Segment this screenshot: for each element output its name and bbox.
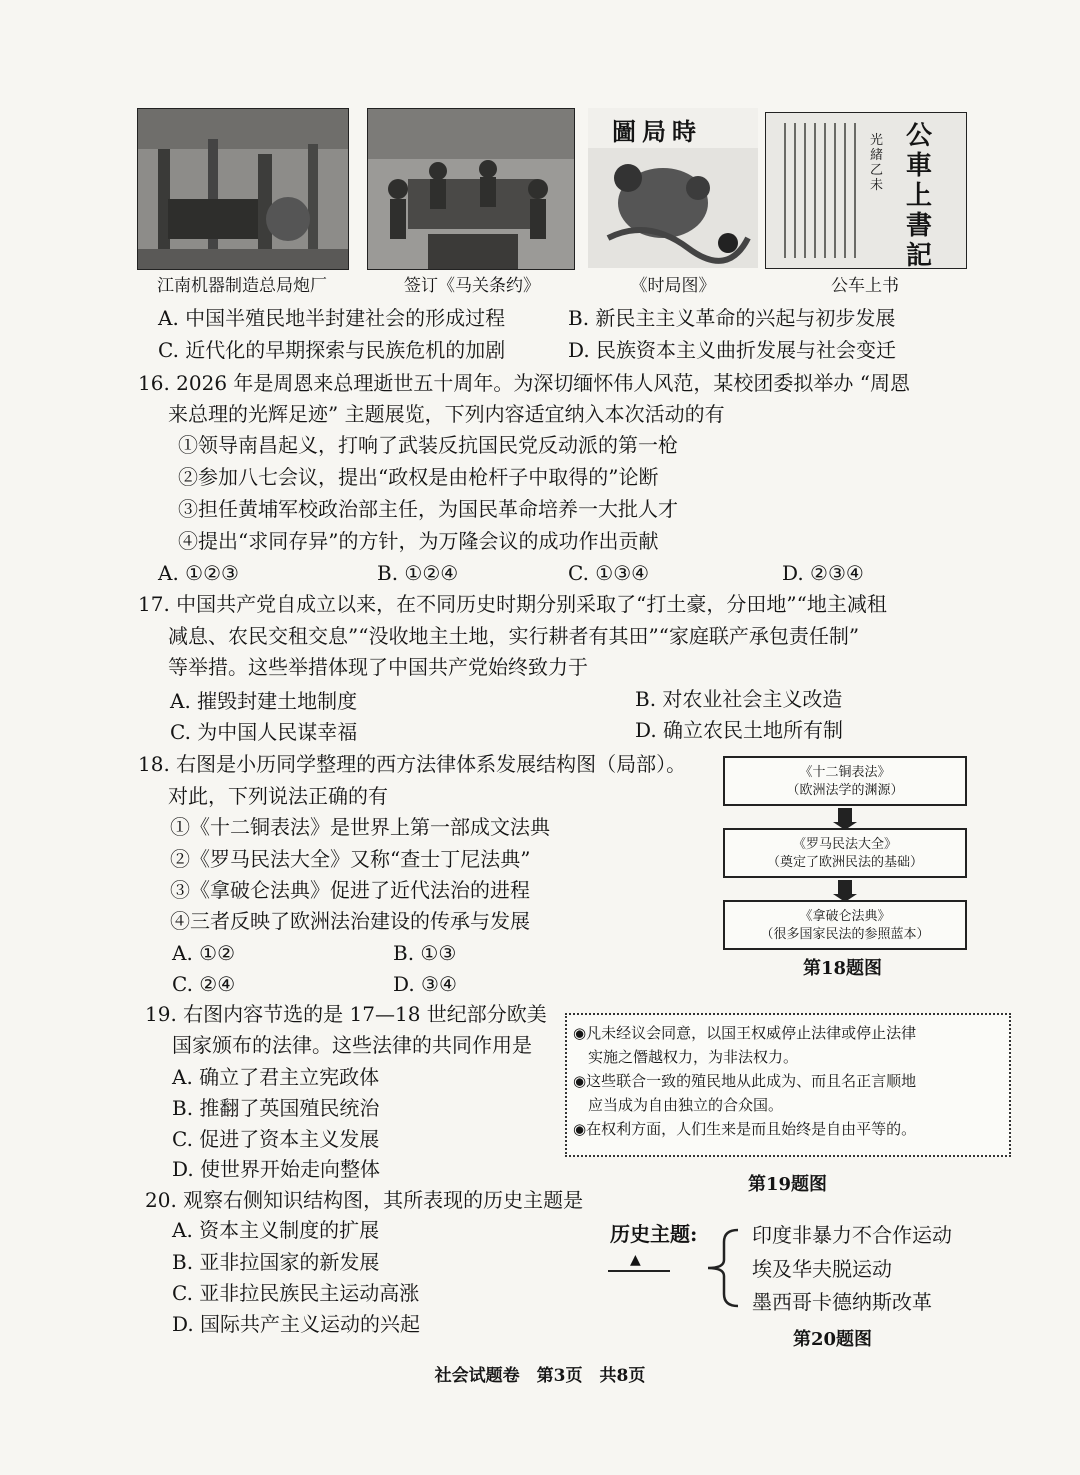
q16-option-d: D. ②③④ [782, 561, 864, 585]
q19-stem-line2: 国家颁布的法律。这些法律的共同作用是 [172, 1033, 532, 1057]
q20-item-1: 印度非暴力不合作运动 [752, 1223, 952, 1247]
q20-blank-marker: ▲ [630, 1252, 641, 1268]
q18-item-4: ④三者反映了欧洲法治建设的传承与发展 [170, 909, 530, 933]
q18-figure-box-corpus-juris [723, 828, 967, 878]
caption-shijutu: 《时局图》 [630, 276, 716, 296]
q20-item-3: 墨西哥卡德纳斯改革 [752, 1290, 932, 1314]
q19-quote-line-5: ◉在权利方面，人们生来是而且始终是自由平等的。 [573, 1120, 917, 1138]
q18-arrow-down-icon [838, 808, 852, 822]
q16-item-2: ②参加八七会议，提出“政权是由枪杆子中取得的”论断 [178, 465, 659, 489]
page-footer: 社会试题卷 第3页 共8页 [434, 1366, 646, 1386]
q19-quote-line-1: ◉凡未经议会同意，以国王权威停止法律或停止法律 [573, 1024, 917, 1042]
q15-option-a: A. 中国半殖民地半封建社会的形成过程 [158, 306, 506, 330]
photo-shijutu [588, 108, 758, 268]
q16-item-4: ④提出“求同存异”的方针，为万隆会议的成功作出贡献 [178, 529, 659, 553]
q18-box2-title: 《罗马民法大全》 [792, 837, 897, 852]
q18-figure-box-napoleonic-code [723, 900, 967, 950]
q17-option-b: B. 对农业社会主义改造 [635, 687, 843, 711]
q16-stem-line2: 来总理的光辉足迹” 主题展览，下列内容适宜纳入本次活动的有 [168, 402, 725, 426]
q18-box2-note: （奠定了欧洲民法的基础） [766, 855, 923, 870]
q16-item-3: ③担任黄埔军校政治部主任，为国民革命培养一大批人才 [178, 497, 678, 521]
q19-stem-line1: 19. 右图内容节选的是 17—18 世纪部分欧美 [145, 1002, 547, 1026]
q15-option-b: B. 新民主主义革命的兴起与初步发展 [568, 306, 896, 330]
q20-figure-caption: 第20题图 [793, 1329, 873, 1350]
photo-gongche-shangshu [765, 112, 967, 269]
gongche-script-lines [776, 123, 861, 258]
q20-option-b: B. 亚非拉国家的新发展 [172, 1250, 380, 1274]
q19-option-d: D. 使世界开始走向整体 [172, 1157, 381, 1181]
photo-treaty-signing [367, 108, 575, 270]
photo-jiangnan-arsenal-art [138, 109, 348, 269]
q20-option-d: D. 国际共产主义运动的兴起 [172, 1312, 421, 1336]
q17-stem-line2: 减息、农民交租交息”“没收地主土地，实行耕者有其田”“家庭联产承包责任制” [168, 624, 860, 648]
q18-arrow-down-icon [838, 880, 852, 894]
q18-item-1: ①《十二铜表法》是世界上第一部成文法典 [170, 815, 550, 839]
q19-quote-line-3: ◉这些联合一致的殖民地从此成为、而且名正言顺地 [573, 1072, 917, 1090]
q19-figure-quote-box [565, 1013, 1011, 1157]
q19-option-b: B. 推翻了英国殖民统治 [172, 1096, 380, 1120]
shijutu-map-art [588, 148, 758, 268]
q16-option-c: C. ①③④ [568, 561, 650, 585]
q19-quote-line-4: 应当成为自由独立的合众国。 [573, 1096, 784, 1114]
q20-stem: 20. 观察右侧知识结构图，其所表现的历史主题是 [145, 1188, 584, 1212]
q18-option-c: C. ②④ [172, 972, 236, 996]
shijutu-header: 圖局時 [612, 117, 702, 146]
q18-item-2: ②《罗马民法大全》又称“查士丁尼法典” [170, 847, 531, 871]
q18-box3-note: （很多国家民法的参照蓝本） [760, 927, 930, 942]
q18-box1-title: 《十二铜表法》 [799, 765, 891, 780]
q18-stem-line1: 18. 右图是小历同学整理的西方法律体系发展结构图（局部）。 [138, 752, 687, 776]
q18-item-3: ③《拿破仑法典》促进了近代法治的进程 [170, 878, 530, 902]
q20-brace-icon [700, 1226, 740, 1310]
q20-option-a: A. 资本主义制度的扩展 [172, 1218, 380, 1242]
q18-figure-box-twelve-tables [723, 756, 967, 806]
q15-option-c: C. 近代化的早期探索与民族危机的加剧 [158, 338, 506, 362]
q17-option-d: D. 确立农民土地所有制 [635, 718, 844, 742]
q17-stem-line3: 等举措。这些举措体现了中国共产党始终致力于 [168, 655, 588, 679]
q18-box3-title: 《拿破仑法典》 [799, 909, 891, 924]
q19-quote-line-2: 实施之僭越权力，为非法权力。 [573, 1048, 799, 1066]
q16-option-a: A. ①②③ [158, 561, 239, 585]
q17-option-c: C. 为中国人民谋幸福 [170, 720, 358, 744]
q17-option-a: A. 摧毁封建土地制度 [170, 689, 358, 713]
q20-blank-line [608, 1270, 670, 1272]
q19-option-a: A. 确立了君主立宪政体 [172, 1065, 380, 1089]
caption-jiangnan: 江南机器制造总局炮厂 [157, 276, 327, 296]
q18-figure-caption: 第18题图 [803, 958, 883, 979]
caption-maguan: 签订《马关条约》 [404, 276, 540, 296]
q19-option-c: C. 促进了资本主义发展 [172, 1127, 380, 1151]
photo-treaty-signing-art [368, 109, 574, 269]
q18-option-d: D. ③④ [393, 972, 457, 996]
q18-option-b: B. ①③ [393, 941, 457, 965]
q16-option-b: B. ①②④ [377, 561, 459, 585]
q17-stem-line1: 17. 中国共产党自成立以来，在不同历史时期分别采取了“打土豪，分田地”“地主减租 [138, 592, 887, 616]
q20-item-2: 埃及华夫脱运动 [752, 1257, 892, 1281]
q16-stem-line1: 16. 2026 年是周恩来总理逝世五十周年。为深切缅怀伟人风范，某校团委拟举办 “周恩 [138, 371, 911, 395]
q18-stem-line2: 对此，下列说法正确的有 [168, 784, 388, 808]
q19-figure-caption: 第19题图 [748, 1174, 828, 1195]
q18-option-a: A. ①② [172, 941, 236, 965]
q18-box1-note: （欧洲法学的渊源） [786, 783, 904, 798]
photo-jiangnan-arsenal [137, 108, 349, 270]
q20-figure-label: 历史主题: [610, 1222, 698, 1246]
gongche-side-text: 光緒乙未 [870, 133, 884, 193]
q20-option-c: C. 亚非拉民族民主运动高涨 [172, 1281, 420, 1305]
q15-option-d: D. 民族资本主义曲折发展与社会变迁 [568, 338, 897, 362]
gongche-header: 公車上書記 [906, 121, 933, 269]
q16-item-1: ①领导南昌起义，打响了武装反抗国民党反动派的第一枪 [178, 433, 678, 457]
caption-gongche: 公车上书 [831, 276, 899, 296]
